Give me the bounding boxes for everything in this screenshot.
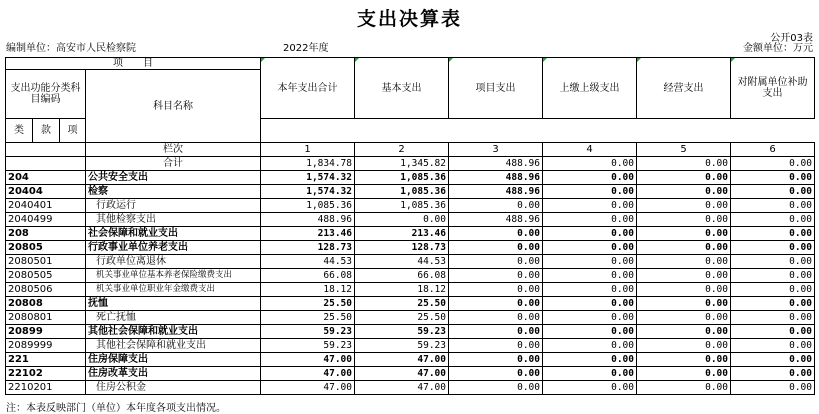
value-col-1: 488.96 xyxy=(261,213,355,227)
table-row xyxy=(6,255,815,269)
subject-code: 2080801 xyxy=(6,311,86,325)
page-title: 支出决算表 xyxy=(356,8,462,30)
subject-name: 住房公积金 xyxy=(86,381,261,395)
total-value-3: 488.96 xyxy=(449,157,543,171)
value-col-2: 1,085.36 xyxy=(355,185,449,199)
value-col-3: 0.00 xyxy=(449,353,543,367)
value-col-3: 0.00 xyxy=(449,269,543,283)
value-col-5: 0.00 xyxy=(637,339,731,353)
value-col-3: 0.00 xyxy=(449,227,543,241)
table-row xyxy=(6,367,815,381)
value-col-4: 0.00 xyxy=(543,241,637,255)
subject-code: 2089999 xyxy=(6,339,86,353)
row-label-blank xyxy=(6,143,86,157)
total-code xyxy=(6,157,86,171)
value-col-2: 1,085.36 xyxy=(355,199,449,213)
value-col-4: 0.00 xyxy=(543,213,637,227)
value-col-3: 0.00 xyxy=(449,297,543,311)
table-row xyxy=(6,269,815,283)
subject-code: 20805 xyxy=(6,241,86,255)
value-col-1: 44.53 xyxy=(261,255,355,269)
expenditure-table xyxy=(5,57,815,395)
header-col-project: 项目支出 xyxy=(449,58,543,119)
value-col-2: 18.12 xyxy=(355,283,449,297)
value-col-2: 1,085.36 xyxy=(355,171,449,185)
value-col-5: 0.00 xyxy=(637,255,731,269)
row-number-2: 2 xyxy=(355,143,449,157)
value-col-1: 47.00 xyxy=(261,367,355,381)
value-col-4: 0.00 xyxy=(543,325,637,339)
row-label: 栏次 xyxy=(86,143,261,157)
subject-name: 行政运行 xyxy=(86,199,261,213)
value-col-4: 0.00 xyxy=(543,381,637,395)
row-number-5: 5 xyxy=(637,143,731,157)
header-kuan: 款 xyxy=(33,119,60,143)
header-func-code: 支出功能分类科目编码 xyxy=(6,70,86,119)
value-col-4: 0.00 xyxy=(543,283,637,297)
subject-name: 机关事业单位职业年金缴费支出 xyxy=(86,283,261,297)
value-col-3: 0.00 xyxy=(449,381,543,395)
value-col-3: 0.00 xyxy=(449,255,543,269)
value-col-6: 0.00 xyxy=(731,339,815,353)
header-subject-name: 科目名称 xyxy=(86,70,261,143)
value-col-5: 0.00 xyxy=(637,269,731,283)
total-row xyxy=(6,157,815,171)
value-col-1: 1,085.36 xyxy=(261,199,355,213)
value-col-6: 0.00 xyxy=(731,227,815,241)
value-col-1: 47.00 xyxy=(261,381,355,395)
value-col-2: 59.23 xyxy=(355,339,449,353)
table-row xyxy=(6,171,815,185)
value-col-5: 0.00 xyxy=(637,283,731,297)
table-row xyxy=(6,283,815,297)
total-value-2: 1,345.82 xyxy=(355,157,449,171)
value-col-4: 0.00 xyxy=(543,311,637,325)
total-value-5: 0.00 xyxy=(637,157,731,171)
subject-code: 2040401 xyxy=(6,199,86,213)
subject-name: 住房保障支出 xyxy=(86,353,261,367)
value-col-6: 0.00 xyxy=(731,353,815,367)
row-label-row xyxy=(6,143,815,157)
subject-name: 社会保障和就业支出 xyxy=(86,227,261,241)
value-col-5: 0.00 xyxy=(637,213,731,227)
value-col-4: 0.00 xyxy=(543,255,637,269)
fiscal-year: 2022年度 xyxy=(283,43,329,54)
value-col-2: 0.00 xyxy=(355,213,449,227)
value-col-1: 59.23 xyxy=(261,339,355,353)
subject-code: 2040499 xyxy=(6,213,86,227)
value-col-6: 0.00 xyxy=(731,367,815,381)
value-col-6: 0.00 xyxy=(731,311,815,325)
value-col-2: 44.53 xyxy=(355,255,449,269)
total-label: 合计 xyxy=(86,157,261,171)
value-col-1: 66.08 xyxy=(261,269,355,283)
header-row-item xyxy=(6,58,815,70)
subject-name: 住房改革支出 xyxy=(86,367,261,381)
value-col-1: 1,574.32 xyxy=(261,185,355,199)
value-col-1: 47.00 xyxy=(261,353,355,367)
value-col-1: 59.23 xyxy=(261,325,355,339)
total-value-1: 1,834.78 xyxy=(261,157,355,171)
subject-name: 机关事业单位基本养老保险缴费支出 xyxy=(86,269,261,283)
value-col-2: 47.00 xyxy=(355,353,449,367)
subject-name: 死亡抚恤 xyxy=(86,311,261,325)
value-col-6: 0.00 xyxy=(731,185,815,199)
subject-name: 其他检察支出 xyxy=(86,213,261,227)
subject-code: 20808 xyxy=(6,297,86,311)
value-col-3: 488.96 xyxy=(449,171,543,185)
subject-name: 检察 xyxy=(86,185,261,199)
value-col-1: 213.46 xyxy=(261,227,355,241)
value-col-3: 488.96 xyxy=(449,185,543,199)
value-col-5: 0.00 xyxy=(637,381,731,395)
value-col-2: 128.73 xyxy=(355,241,449,255)
value-col-4: 0.00 xyxy=(543,185,637,199)
header-col-upper: 上缴上级支出 xyxy=(543,58,637,119)
value-col-3: 0.00 xyxy=(449,325,543,339)
value-col-5: 0.00 xyxy=(637,367,731,381)
value-col-3: 0.00 xyxy=(449,311,543,325)
table-row xyxy=(6,339,815,353)
footnote: 注：本表反映部门（单位）本年度各项支出情况。 xyxy=(6,403,226,414)
value-col-4: 0.00 xyxy=(543,227,637,241)
value-col-2: 25.50 xyxy=(355,311,449,325)
value-col-6: 0.00 xyxy=(731,325,815,339)
value-col-6: 0.00 xyxy=(731,171,815,185)
value-col-3: 0.00 xyxy=(449,283,543,297)
value-col-6: 0.00 xyxy=(731,283,815,297)
value-col-5: 0.00 xyxy=(637,171,731,185)
total-value-6: 0.00 xyxy=(731,157,815,171)
value-col-6: 0.00 xyxy=(731,255,815,269)
value-col-4: 0.00 xyxy=(543,367,637,381)
header-col-basic: 基本支出 xyxy=(355,58,449,119)
value-col-5: 0.00 xyxy=(637,241,731,255)
subject-code: 2080505 xyxy=(6,269,86,283)
value-col-5: 0.00 xyxy=(637,199,731,213)
table-row xyxy=(6,297,815,311)
value-col-4: 0.00 xyxy=(543,269,637,283)
subject-code: 20404 xyxy=(6,185,86,199)
form-number: 公开03表 xyxy=(770,33,813,44)
header-col-subsidy: 对附属单位补助支出 xyxy=(731,58,815,119)
subject-code: 2080501 xyxy=(6,255,86,269)
value-col-1: 1,574.32 xyxy=(261,171,355,185)
value-col-6: 0.00 xyxy=(731,269,815,283)
subject-name: 公共安全支出 xyxy=(86,171,261,185)
value-col-1: 25.50 xyxy=(261,297,355,311)
table-row xyxy=(6,353,815,367)
value-col-1: 25.50 xyxy=(261,311,355,325)
value-col-1: 18.12 xyxy=(261,283,355,297)
value-col-3: 0.00 xyxy=(449,339,543,353)
value-col-4: 0.00 xyxy=(543,297,637,311)
subject-code: 208 xyxy=(6,227,86,241)
header-xiang: 项 xyxy=(60,119,86,143)
subject-code: 2210201 xyxy=(6,381,86,395)
value-col-6: 0.00 xyxy=(731,381,815,395)
table-row xyxy=(6,311,815,325)
value-col-4: 0.00 xyxy=(543,353,637,367)
table-row xyxy=(6,381,815,395)
table-row xyxy=(6,241,815,255)
subject-code: 2080506 xyxy=(6,283,86,297)
value-col-2: 25.50 xyxy=(355,297,449,311)
table-row xyxy=(6,185,815,199)
value-col-5: 0.00 xyxy=(637,353,731,367)
money-unit: 金额单位：万元 xyxy=(743,43,813,54)
value-col-4: 0.00 xyxy=(543,199,637,213)
value-col-4: 0.00 xyxy=(543,171,637,185)
value-col-5: 0.00 xyxy=(637,227,731,241)
value-col-5: 0.00 xyxy=(637,325,731,339)
value-col-3: 488.96 xyxy=(449,213,543,227)
value-col-4: 0.00 xyxy=(543,339,637,353)
value-col-2: 47.00 xyxy=(355,367,449,381)
table-row xyxy=(6,227,815,241)
subject-name: 抚恤 xyxy=(86,297,261,311)
row-number-3: 3 xyxy=(449,143,543,157)
total-value-4: 0.00 xyxy=(543,157,637,171)
value-col-3: 0.00 xyxy=(449,367,543,381)
value-col-3: 0.00 xyxy=(449,199,543,213)
table-row xyxy=(6,325,815,339)
value-col-1: 128.73 xyxy=(261,241,355,255)
value-col-5: 0.00 xyxy=(637,311,731,325)
subject-code: 20899 xyxy=(6,325,86,339)
value-col-5: 0.00 xyxy=(637,297,731,311)
value-col-2: 47.00 xyxy=(355,381,449,395)
header-col-total: 本年支出合计 xyxy=(261,58,355,119)
table-row xyxy=(6,199,815,213)
header-item: 项 目 xyxy=(6,58,261,70)
value-col-6: 0.00 xyxy=(731,213,815,227)
row-number-1: 1 xyxy=(261,143,355,157)
value-col-5: 0.00 xyxy=(637,185,731,199)
subject-name: 其他社会保障和就业支出 xyxy=(86,339,261,353)
subject-name: 行政事业单位养老支出 xyxy=(86,241,261,255)
subject-code: 221 xyxy=(6,353,86,367)
row-number-4: 4 xyxy=(543,143,637,157)
row-number-6: 6 xyxy=(731,143,815,157)
value-col-6: 0.00 xyxy=(731,241,815,255)
value-col-2: 59.23 xyxy=(355,325,449,339)
subject-code: 22102 xyxy=(6,367,86,381)
header-lei: 类 xyxy=(6,119,33,143)
subject-code: 204 xyxy=(6,171,86,185)
value-col-6: 0.00 xyxy=(731,297,815,311)
table-row xyxy=(6,213,815,227)
value-col-2: 213.46 xyxy=(355,227,449,241)
compiling-unit: 编制单位：高安市人民检察院 xyxy=(6,43,136,54)
value-col-3: 0.00 xyxy=(449,241,543,255)
value-col-2: 66.08 xyxy=(355,269,449,283)
header-col-business: 经营支出 xyxy=(637,58,731,119)
subject-name: 行政单位离退休 xyxy=(86,255,261,269)
subject-name: 其他社会保障和就业支出 xyxy=(86,325,261,339)
value-col-6: 0.00 xyxy=(731,199,815,213)
